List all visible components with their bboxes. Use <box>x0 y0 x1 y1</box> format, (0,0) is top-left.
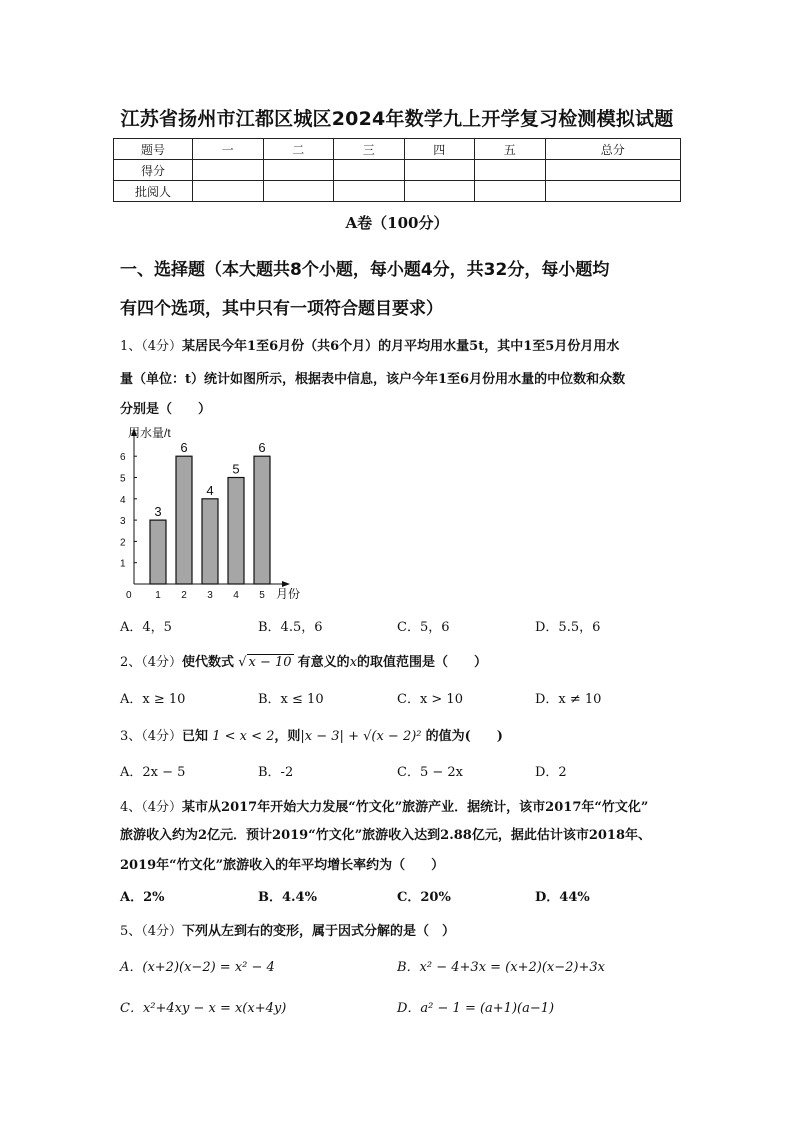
y-tick-label: 3 <box>120 516 126 528</box>
q4-line3: 2019年“竹文化”旅游收入的年平均增长率约为（ ） <box>120 858 445 873</box>
x-tick-label: 4 <box>233 590 239 601</box>
score-table-header-cell: 二 <box>263 139 334 160</box>
q1-text: 某居民今年1至6月份（共6个月）的月平均用水量5t，其中1至5月份月用水 <box>182 339 620 354</box>
q3-text-a: 已知 <box>182 729 209 744</box>
q5-option-b[interactable]: B．x² − 4+3x = (x+2)(x−2)+3x <box>397 960 605 975</box>
q4-line2: 旅游收入约为2亿元．预计2019“竹文化”旅游收入达到2.88亿元，据此估计该市2018年、 <box>120 828 652 843</box>
exam-title: 江苏省扬州市江都区城区2024年数学九上开学复习检测模拟试题 <box>120 108 674 130</box>
q4-option-a[interactable]: A．2% <box>120 890 165 905</box>
score-cell[interactable] <box>404 160 475 181</box>
q3-line <box>120 725 503 744</box>
bar-value-label: 4 <box>206 482 214 498</box>
q1-option-d[interactable]: D．5.5，6 <box>535 620 601 635</box>
q2-option-d[interactable]: D．x ≠ 10 <box>535 692 602 707</box>
q3-option-d[interactable]: D．2 <box>535 765 567 780</box>
score-table-row <box>114 160 681 181</box>
y-tick-label: 6 <box>120 452 126 464</box>
score-table-row <box>114 181 681 202</box>
score-table-header-cell: 四 <box>404 139 475 160</box>
score-table-header-row <box>114 139 681 160</box>
y-axis-label: 用水量/t <box>128 426 171 440</box>
grader-cell[interactable] <box>263 181 334 202</box>
score-cell[interactable] <box>263 160 334 181</box>
q3-option-b[interactable]: B．-2 <box>258 765 294 780</box>
section-heading-line1: 一、选择题（本大题共8个小题，每小题4分，共32分，每小题均 <box>120 260 610 280</box>
q1-option-a[interactable]: A．4，5 <box>120 620 172 635</box>
bar-value-label: 5 <box>232 461 240 477</box>
score-table-row-label: 批阅人 <box>114 181 193 202</box>
q4-option-b[interactable]: B．4.4% <box>258 890 317 905</box>
q2-text-a: 使代数式 <box>182 655 235 670</box>
q5-line <box>120 920 455 939</box>
score-cell[interactable] <box>545 160 681 181</box>
q1-number: 1、（4分） <box>120 339 183 354</box>
score-table-header-cell: 五 <box>475 139 546 160</box>
score-table-row-label: 得分 <box>114 160 193 181</box>
y-tick-label: 4 <box>120 494 126 506</box>
score-table-header-cell: 总分 <box>545 139 681 160</box>
bar-month-2 <box>176 456 192 584</box>
q1-line1 <box>120 335 619 354</box>
q2-option-a[interactable]: A．x ≥ 10 <box>120 692 186 707</box>
q3-option-c[interactable]: C．5 − 2x <box>397 765 463 780</box>
score-table-header-cell: 一 <box>193 139 264 160</box>
bar-month-3 <box>202 499 218 584</box>
y-tick-label: 5 <box>120 473 126 485</box>
score-table <box>113 138 681 202</box>
q1-line3: 分别是（ ） <box>120 402 212 417</box>
x-tick-label: 5 <box>259 590 265 601</box>
bar-month-4 <box>228 478 244 585</box>
x-axis-label: 月份 <box>276 587 301 601</box>
q5-option-c[interactable]: C．x²+4xy − x = x(x+4y) <box>120 1001 287 1016</box>
bar-month-5 <box>254 456 270 584</box>
q5-option-d[interactable]: D．a² − 1 = (a+1)(a−1) <box>397 1001 555 1016</box>
bar-value-label: 3 <box>154 504 162 520</box>
q4-text: 某市从2017年开始大力发展“竹文化”旅游产业．据统计，该市2017年“竹文化” <box>182 800 649 815</box>
q2-var: x <box>349 655 358 670</box>
q3-expression: |x − 3| + √(x − 2)² <box>300 729 422 744</box>
q5-number: 5、（4分） <box>120 924 183 939</box>
q3-condition: 1 < x < 2 <box>212 729 275 744</box>
q3-number: 3、（4分） <box>120 729 183 744</box>
bar-value-label: 6 <box>180 440 188 456</box>
q3-option-a[interactable]: A．2x − 5 <box>120 765 186 780</box>
grader-cell[interactable] <box>475 181 546 202</box>
q4-option-d[interactable]: D．44% <box>535 890 590 905</box>
grader-cell[interactable] <box>334 181 405 202</box>
score-cell[interactable] <box>475 160 546 181</box>
grader-cell[interactable] <box>193 181 264 202</box>
q4-option-c[interactable]: C．20% <box>397 890 451 905</box>
score-table-header-cell: 题号 <box>114 139 193 160</box>
q1-line2: 量（单位：t）统计如图所示，根据表中信息，该户今年1至6月份用水量的中位数和众数 <box>120 372 626 387</box>
volume-heading: A卷（100分） <box>345 214 449 232</box>
q2-option-c[interactable]: C．x > 10 <box>397 692 463 707</box>
q2-line <box>120 651 487 670</box>
origin-label: 0 <box>126 590 132 601</box>
x-tick-label: 2 <box>181 590 187 601</box>
q2-text-b: 有意义的 <box>297 655 350 670</box>
q2-sqrt: √ x − 10 <box>238 655 292 670</box>
q1-option-b[interactable]: B．4.5，6 <box>258 620 323 635</box>
q3-text-b: ，则 <box>274 729 301 744</box>
q4-number: 4、（4分） <box>120 800 183 815</box>
q1-option-c[interactable]: C．5，6 <box>397 620 450 635</box>
q3-text-c: 的值为( ) <box>425 729 503 744</box>
q5-option-a[interactable]: A．(x+2)(x−2) = x² − 4 <box>120 960 275 975</box>
q2-option-b[interactable]: B．x ≤ 10 <box>258 692 324 707</box>
q2-number: 2、（4分） <box>120 655 183 670</box>
bar-value-label: 6 <box>258 440 266 456</box>
q2-text-c: 的取值范围是（ ） <box>357 655 488 670</box>
y-tick-label: 1 <box>120 558 126 570</box>
bar-month-1 <box>150 520 166 584</box>
score-cell[interactable] <box>334 160 405 181</box>
q4-line1 <box>120 796 648 815</box>
water-usage-bar-chart <box>112 420 322 605</box>
score-table-header-cell: 三 <box>334 139 405 160</box>
y-tick-label: 2 <box>120 537 126 549</box>
x-tick-label: 1 <box>155 590 161 601</box>
x-tick-label: 3 <box>207 590 213 601</box>
score-cell[interactable] <box>193 160 264 181</box>
grader-cell[interactable] <box>404 181 475 202</box>
q5-text: 下列从左到右的变形，属于因式分解的是（ ） <box>182 924 456 939</box>
q2-radicand: x − 10 <box>248 655 292 670</box>
grader-cell[interactable] <box>545 181 681 202</box>
section-heading-line2: 有四个选项，其中只有一项符合题目要求） <box>120 299 443 319</box>
